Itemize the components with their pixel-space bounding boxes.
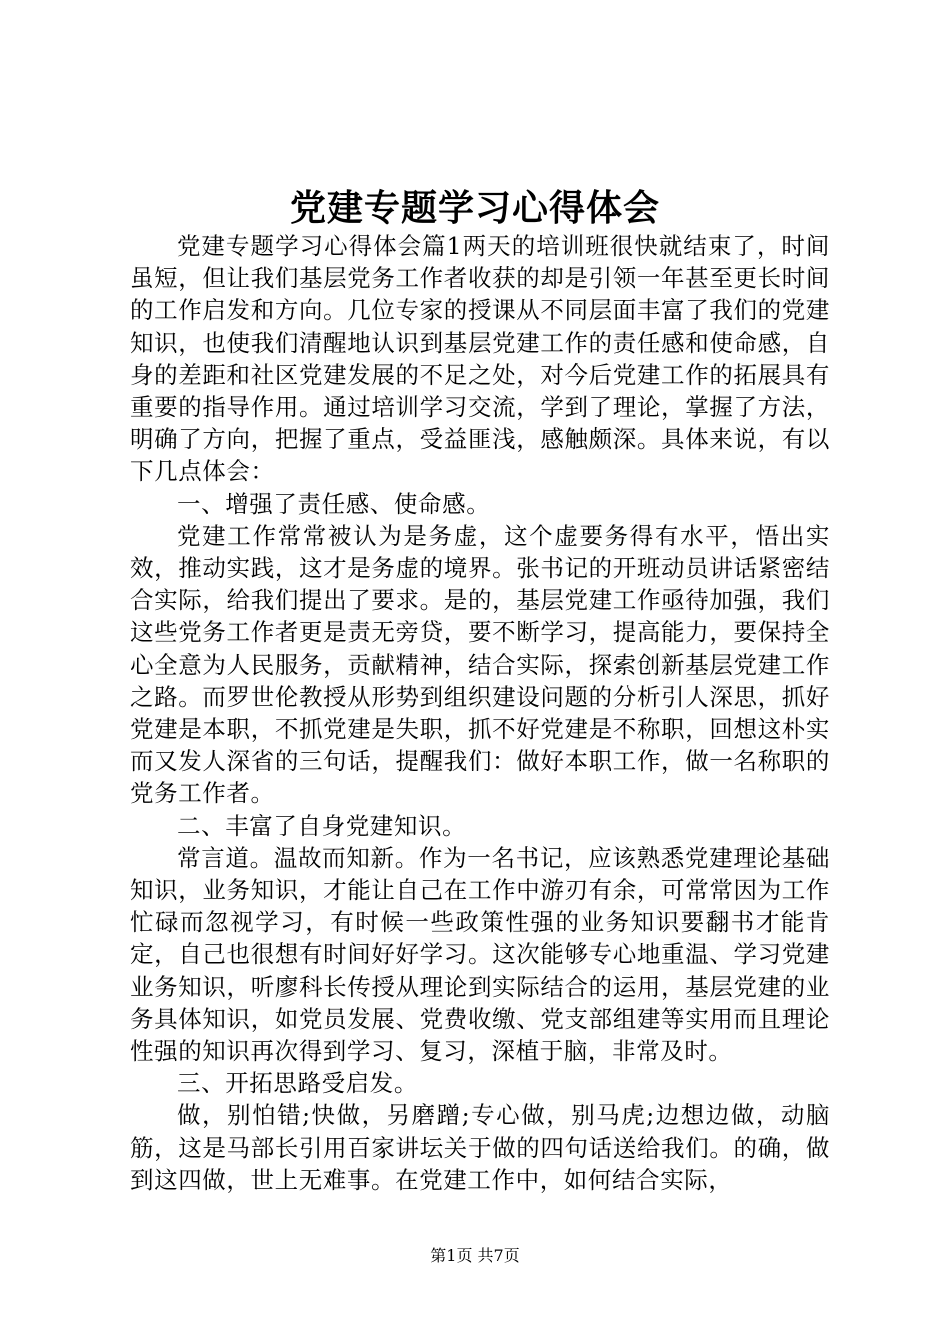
paragraph-section-1: 党建工作常常被认为是务虚，这个虚要务得有水平，悟出实效，推动实践，这才是务虚的境界。张书记的开班动员讲话紧密结合实际，给我们提出了要求。是的，基层党建工作亟待加强，我们这些党务工作者更是责无旁贷，要不断学习，提高能力，要保持全心全意为人民服务，贡献精神，结合实际，探索创新基层党建工作之路。而罗世伦教授从形势到组织建设问题的分析引人深思，抓好党建是本职，不抓党建是失职，抓不好党建是不称职，回想这朴实而又发人深省的三句话，提醒我们：做好本职工作，做一名称职的党务工作者。 xyxy=(130,521,830,808)
section-heading-3: 三、开拓思路受启发。 xyxy=(177,1069,418,1098)
page-number-footer: 第1页 共7页 xyxy=(430,1246,520,1265)
paragraph-section-3: 做，别怕错;快做，另磨蹭;专心做，别马虎;边想边做，动脑筋，这是马部长引用百家讲坛关于做的四句话送给我们。的确，做到这四做，世上无难事。在党建工作中，如何结合实际， xyxy=(130,1101,830,1194)
paragraph-intro: 党建专题学习心得体会篇1两天的培训班很快就结束了，时间虽短，但让我们基层党务工作者收获的却是引领一年甚至更长时间的工作启发和方向。几位专家的授课从不同层面丰富了我们的党建知识，也使我们清醒地认识到基层党建工作的责任感和使命感，自身的差距和社区党建发展的不足之处，对今后党建工作的拓展具有重要的指导作用。通过培训学习交流，学到了理论，掌握了方法，明确了方向，把握了重点，受益匪浅，感触颇深。具体来说，有以下几点体会： xyxy=(130,232,830,486)
document-title: 党建专题学习心得体会 xyxy=(289,187,660,229)
section-heading-2: 二、丰富了自身党建知识。 xyxy=(177,811,467,840)
section-heading-1: 一、增强了责任感、使命感。 xyxy=(177,489,491,518)
document-body xyxy=(130,230,830,1196)
paragraph-section-2: 常言道。温故而知新。作为一名书记，应该熟悉党建理论基础知识，业务知识，才能让自己在工作中游刃有余，可常常因为工作忙碌而忽视学习，有时候一些政策性强的业务知识要翻书才能肯定，自己也很想有时间好好学习。这次能够专心地重温、学习党建业务知识，听廖科长传授从理论到实际结合的运用，基层党建的业务具体知识，如党员发展、党费收缴、党支部组建等实用而且理论性强的知识再次得到学习、复习，深植于脑，非常及时。 xyxy=(130,843,830,1066)
